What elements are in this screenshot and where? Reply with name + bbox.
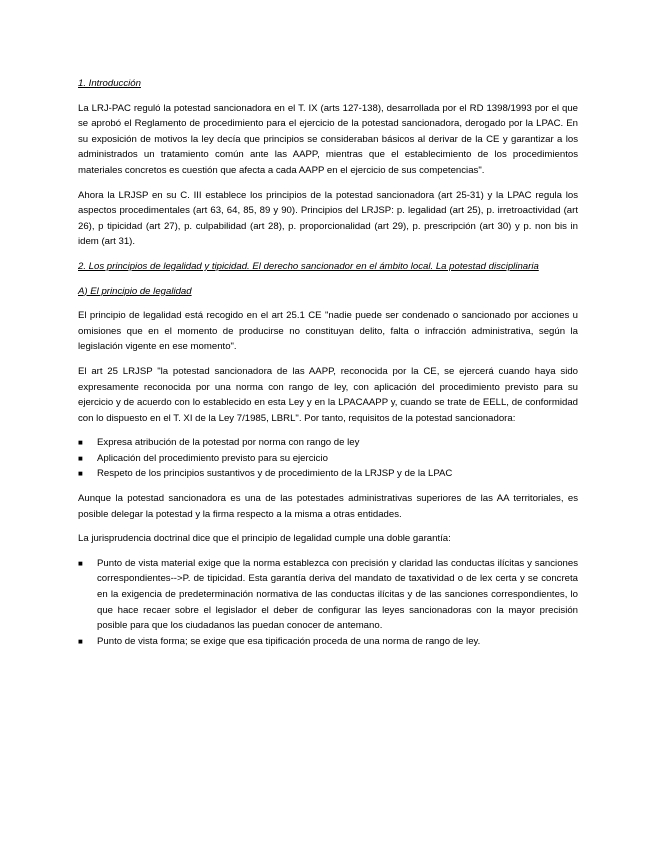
intro-paragraph-1: La LRJ-PAC reguló la potestad sancionadora en el T. IX (arts 127-138), desarrollada por el RD 1398/1993 por el que se aprobó el Reglamento de procedimiento para el ejercicio de la potestad sancionadora, derogado por la LPAC. En su exposición de motivos la ley decía que principios se consideraban básicos al derivar de la CE y garantizar a los administrados un tratamiento común ante las AAPP, mientras que el establecimiento de los procedimientos materiales concretos es cuestión que afecta a cada AAPP en el ejercicio de sus competencias".	[78, 102, 578, 176]
bullet-icon: ■	[78, 438, 83, 448]
requirements-list	[78, 435, 578, 482]
subsection-heading-legality: A) El principio de legalidad	[78, 285, 192, 297]
list-item-text: Punto de vista forma; se exige que esa tipificación proceda de una norma de rango de ley.	[97, 635, 481, 647]
list-item	[78, 466, 578, 482]
intro-paragraph-2: Ahora la LRJSP en su C. III establece los principios de la potestad sancionadora (art 25-31) y la LPAC regula los aspectos procedimentales (art 63, 64, 85, 89 y 90). Principios del LRJSP: p. legalidad (art 25), p. irretroactividad (art 26), p tipicidad (art 27), p. culpabilidad (art 28), p. proporcionalidad (art 29), p. prescripción (art 30) y p. non bis in idem (art 31).	[78, 189, 578, 248]
bullet-icon: ■	[78, 636, 83, 646]
list-item	[78, 435, 578, 451]
legality-paragraph-1: El principio de legalidad está recogido en el art 25.1 CE "nadie puede ser condenado o sancionado por acciones u omisiones que en el momento de producirse no constituyan delito, falta o infracción administrativa, según la legislación vigente en ese momento".	[78, 310, 578, 353]
list-item	[78, 556, 578, 634]
list-item-text: Expresa atribución de la potestad por norma con rango de ley	[97, 437, 360, 449]
bullet-icon: ■	[78, 469, 83, 479]
bullet-icon: ■	[78, 558, 83, 568]
list-item-text: Aplicación del procedimiento previsto para su ejercicio	[97, 452, 328, 464]
bullet-icon: ■	[78, 453, 83, 463]
list-item	[78, 451, 578, 467]
list-item-text: Respeto de los principios sustantivos y de procedimiento de la LRJSP y de la LPAC	[97, 468, 453, 480]
jurisprudence-paragraph: La jurisprudencia doctrinal dice que el principio de legalidad cumple una doble garantía:	[78, 533, 451, 545]
legality-paragraph-2: El art 25 LRJSP "la potestad sancionadora de las AAPP, reconocida por la CE, se ejercerá cuando haya sido expresamente reconocida por una norma con rango de ley, con aplicación del procedimiento previsto para su ejercicio y de acuerdo con lo establecido en esta Ley y en la LPACAAPP y, cuando se trate de EELL, de conformidad con lo dispuesto en el T. XI de la Ley 7/1985, LBRL". Por tanto, requisitos de la potestad sancionadora:	[78, 365, 578, 424]
section-heading-introduction: 1. Introducción	[78, 78, 141, 89]
document-page	[78, 76, 578, 658]
section-heading-principles: 2. Los principios de legalidad y tipicidad. El derecho sancionador en el ámbito local. La potestad disciplinaria	[78, 260, 539, 272]
guarantees-list	[78, 556, 578, 650]
delegation-paragraph: Aunque la potestad sancionadora es una de las potestades administrativas superiores de las AA territoriales, es posible delegar la potestad y la firma respecto a la misma a otras entidades.	[78, 493, 578, 520]
list-item	[78, 634, 578, 650]
list-item-text: Punto de vista material exige que la norma establezca con precisión y claridad las conductas ilícitas y sanciones correspondientes-->P. de tipicidad. Esta garantía deriva del mandato de taxatividad o de lex certa y se concreta en la exigencia de predeterminación normativa de las conductas ilícitas y de las sanciones correspondientes, lo que hace recaer sobre el legislador el deber de configurar las leyes sancionadoras con la mayor precisión posible para que los ciudadanos las puedan conocer de antemano.	[97, 557, 578, 632]
